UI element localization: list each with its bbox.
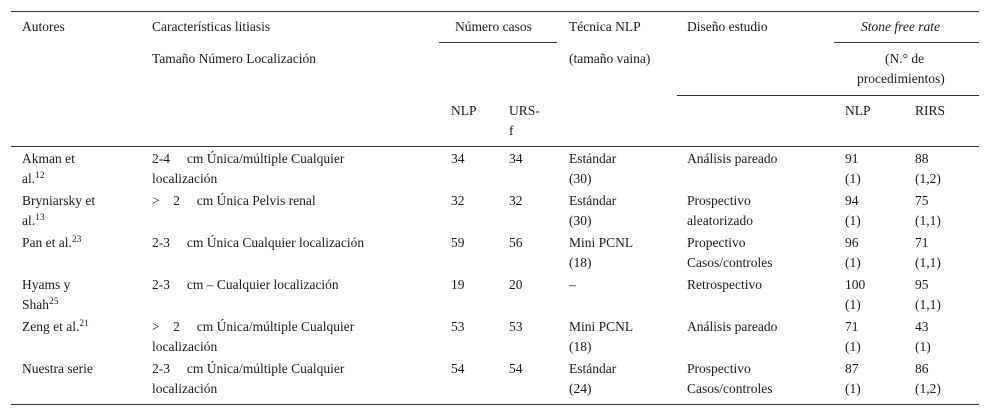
header-numero-casos: Número casos — [455, 19, 532, 34]
cell-nlp: 34 — [451, 151, 465, 166]
cell-sfr2: (1,1) — [915, 255, 941, 270]
header-nlp: NLP — [451, 103, 477, 118]
cell-sfr1: 95 — [915, 277, 929, 292]
cell-char1: 2-3 cm – Cualquier localización — [152, 277, 339, 292]
cell-sfn1: 96 — [845, 235, 859, 250]
cell-char2: localización — [152, 339, 218, 354]
cell-tec1: – — [569, 277, 576, 292]
cell-dis2: Casos/controles — [687, 381, 773, 396]
cell-dis2: Casos/controles — [687, 255, 773, 270]
cell-sfr2: (1,1) — [915, 297, 941, 312]
top-rule — [11, 11, 979, 12]
cell-urs: 34 — [509, 151, 523, 166]
cell-sfr1: 88 — [915, 151, 929, 166]
cell-sfn2: (1) — [845, 213, 861, 228]
cell-sfn2: (1) — [845, 339, 861, 354]
cell-dis1: Prospectivo — [687, 193, 751, 208]
cell-sfr2: (1,2) — [915, 171, 941, 186]
cell-char1: 2-3 cm Única/múltiple Cualquier — [152, 361, 345, 376]
cell-sfn1: 94 — [845, 193, 859, 208]
cell-nlp: 54 — [451, 361, 465, 376]
header-tecnica-sub: (tamaño vaina) — [569, 51, 651, 66]
cell-nlp: 53 — [451, 319, 465, 334]
header-ursf-line2: f — [509, 123, 514, 138]
cell-sfr1: 71 — [915, 235, 929, 250]
cell-author: Nuestra serie — [22, 361, 93, 376]
cell-tec2: (18) — [569, 255, 592, 270]
cell-sfr1: 86 — [915, 361, 929, 376]
cell-urs: 54 — [509, 361, 523, 376]
cell-dis1: Prospectivo — [687, 361, 751, 376]
header-diseno: Diseño estudio — [687, 19, 768, 34]
cell-sfr2: (1) — [915, 339, 931, 354]
header-sfr-rirs: RIRS — [915, 103, 946, 118]
header-caracteristicas: Características litiasis — [152, 19, 271, 34]
cell-nlp: 32 — [451, 193, 465, 208]
header-autores: Autores — [22, 19, 65, 34]
cell-urs: 56 — [509, 235, 523, 250]
cell-dis1: Análisis pareado — [687, 151, 778, 166]
header-sfr: Stone free rate — [861, 19, 940, 34]
cell-tec2: (18) — [569, 339, 592, 354]
header-sfr-sub2: procedimientos) — [857, 71, 945, 86]
cell-tec1: Mini PCNL — [569, 235, 634, 250]
cell-sfn1: 87 — [845, 361, 859, 376]
cell-sfr2: (1,1) — [915, 213, 941, 228]
cell-dis1: Retrospectivo — [687, 277, 762, 292]
cell-char2: localización — [152, 171, 218, 186]
sfr-sub-rule — [677, 95, 979, 96]
header-ursf-line1: URS- — [509, 103, 540, 118]
cell-char1: 2-4 cm Única/múltiple Cualquier — [152, 151, 345, 166]
cell-sfn2: (1) — [845, 297, 861, 312]
cell-tec1: Estándar — [569, 193, 617, 208]
cell-tec2: (30) — [569, 213, 592, 228]
header-tecnica: Técnica NLP — [569, 19, 641, 34]
cell-author: Zeng et al.$^{21}$ — [22, 319, 89, 334]
cell-tec1: Estándar — [569, 151, 617, 166]
cell-urs: 53 — [509, 319, 523, 334]
cell-tec2: (24) — [569, 381, 592, 396]
cell-nlp: 19 — [451, 277, 465, 292]
cell-author: Akman et — [22, 151, 75, 166]
cell-char1: > 2 cm Única/múltiple Cualquier — [152, 319, 355, 334]
cell-author: Pan et al.$^{23}$ — [22, 235, 82, 250]
cell-nlp: 59 — [451, 235, 465, 250]
header-sfr-sub1: (N.° de — [885, 51, 925, 66]
cell-author: Bryniarsky et — [22, 193, 96, 208]
cell-char2: localización — [152, 381, 218, 396]
cell-tec1: Estándar — [569, 361, 617, 376]
cell-sfn2: (1) — [845, 255, 861, 270]
header-sfr-nlp: NLP — [845, 103, 871, 118]
header-subcaracteristicas: Tamaño Número Localización — [152, 51, 316, 66]
sfr-rule — [834, 42, 979, 43]
numero-casos-rule — [439, 42, 557, 43]
cell-author-line2: Shah$^{25}$ — [22, 297, 59, 312]
cell-dis1: Análisis pareado — [687, 319, 778, 334]
cell-tec2: (30) — [569, 171, 592, 186]
cell-author-line2: al.$^{12}$ — [22, 171, 45, 186]
cell-dis1: Propectivo — [687, 235, 746, 250]
cell-urs: 32 — [509, 193, 523, 208]
cell-author: Hyams y — [22, 277, 71, 292]
cell-sfn2: (1) — [845, 381, 861, 396]
header-bottom-rule — [11, 146, 979, 147]
cell-author-line2: al.$^{13}$ — [22, 213, 45, 228]
cell-tec1: Mini PCNL — [569, 319, 634, 334]
cell-sfr2: (1,2) — [915, 381, 941, 396]
cell-sfn1: 91 — [845, 151, 859, 166]
cell-sfn2: (1) — [845, 171, 861, 186]
cell-sfn1: 71 — [845, 319, 859, 334]
cell-char1: 2-3 cm Única Cualquier localización — [152, 235, 365, 250]
cell-urs: 20 — [509, 277, 523, 292]
cell-dis2: aleatorizado — [687, 213, 753, 228]
cell-sfr1: 43 — [915, 319, 929, 334]
cell-char1: > 2 cm Única Pelvis renal — [152, 193, 316, 208]
bottom-rule — [11, 404, 979, 405]
cell-sfn1: 100 — [845, 277, 866, 292]
cell-sfr1: 75 — [915, 193, 929, 208]
